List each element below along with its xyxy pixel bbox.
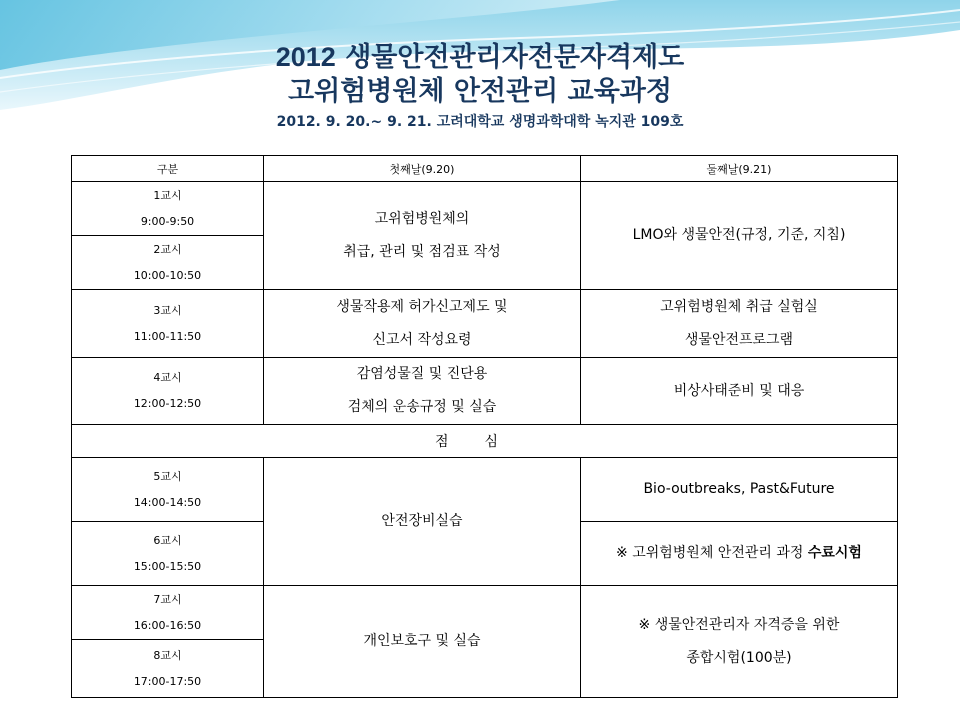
period-time: 14:00-14:50 (133, 495, 202, 509)
header-day1: 첫째날(9.20) (264, 156, 581, 182)
period-label: 2교시 (153, 242, 182, 256)
period-time: 15:00-15:50 (133, 559, 202, 573)
period-label: 7교시 (153, 592, 182, 606)
period-time: 16:00-16:50 (133, 618, 202, 632)
lunch-row (72, 425, 898, 458)
period-cell (72, 522, 264, 586)
period-cell (72, 290, 264, 358)
page-title-line2: 고위험병원체 안전관리 교육과정 (288, 76, 672, 107)
period-time: 17:00-17:50 (133, 674, 202, 688)
period-time: 12:00-12:50 (133, 397, 202, 410)
period-label: 5교시 (153, 469, 182, 483)
period-cell (72, 236, 264, 290)
title-year: 2012 (275, 42, 336, 72)
session-line (581, 537, 897, 570)
day2-session (581, 290, 898, 358)
day1-session (264, 182, 581, 290)
session-line: ※ 생물안전관리자 자격증을 위한 (638, 616, 840, 633)
session-line: 취급, 관리 및 점검표 작성 (343, 243, 501, 260)
header (0, 40, 960, 133)
period-cell (72, 640, 264, 698)
day2-session (581, 522, 898, 586)
table-row (72, 182, 898, 236)
period-time: 11:00-11:50 (133, 329, 202, 343)
table-row (72, 358, 898, 425)
day1-session (264, 358, 581, 425)
table-row (72, 290, 898, 358)
session-line: 검체의 운송규정 및 실습 (347, 399, 497, 415)
period-cell (72, 586, 264, 640)
session-line: 개인보호구 및 실습 (363, 633, 481, 649)
header-day2: 둘째날(9.21) (581, 156, 898, 182)
day2-session (581, 182, 898, 290)
page-subtitle: 2012. 9. 20.~ 9. 21. 고려대학교 생명과학대학 녹지관 109호 (276, 114, 684, 130)
session-text-bold: 수료시험 (807, 545, 862, 561)
period-label: 6교시 (153, 533, 182, 547)
period-cell (72, 182, 264, 236)
session-text: ※ 고위험병원체 안전관리 과정 (616, 545, 808, 561)
session-line: 비상사태준비 및 대응 (673, 382, 805, 399)
session-line: 생물안전프로그램 (684, 331, 794, 348)
period-label: 3교시 (153, 303, 182, 317)
header-period: 구분 (72, 156, 264, 182)
session-line: 생물작용제 허가신고제도 및 (336, 298, 508, 315)
day2-session (581, 586, 898, 698)
title-line1: 생물안전관리자전문자격제도 (335, 42, 685, 73)
lunch-cell: 점심 (72, 425, 898, 458)
session-line: 감염성물질 및 진단용 (356, 366, 488, 382)
day2-session (581, 458, 898, 522)
day1-session (264, 458, 581, 586)
table-row (72, 586, 898, 640)
period-label: 8교시 (153, 648, 182, 662)
period-cell (72, 458, 264, 522)
session-line: LMO와 생물안전(규정, 기준, 지침) (632, 227, 846, 243)
schedule-table (71, 155, 898, 698)
session-line: Bio-outbreaks, Past&Future (643, 481, 835, 497)
day1-session (264, 290, 581, 358)
table-header-row (72, 156, 898, 182)
session-line: 고위험병원체 취급 실험실 (660, 298, 818, 315)
period-time: 10:00-10:50 (133, 268, 202, 282)
day2-session (581, 358, 898, 425)
page-title (0, 40, 960, 75)
period-time: 9:00-9:50 (140, 214, 195, 228)
table-row (72, 458, 898, 522)
session-line: 고위험병원체의 (374, 210, 470, 227)
session-line: 신고서 작성요령 (372, 331, 472, 348)
session-line: 안전장비실습 (381, 513, 463, 529)
period-label: 4교시 (153, 371, 182, 384)
day1-session (264, 586, 581, 698)
period-label: 1교시 (153, 188, 182, 202)
period-cell (72, 358, 264, 425)
session-line: 종합시험(100분) (686, 649, 792, 666)
